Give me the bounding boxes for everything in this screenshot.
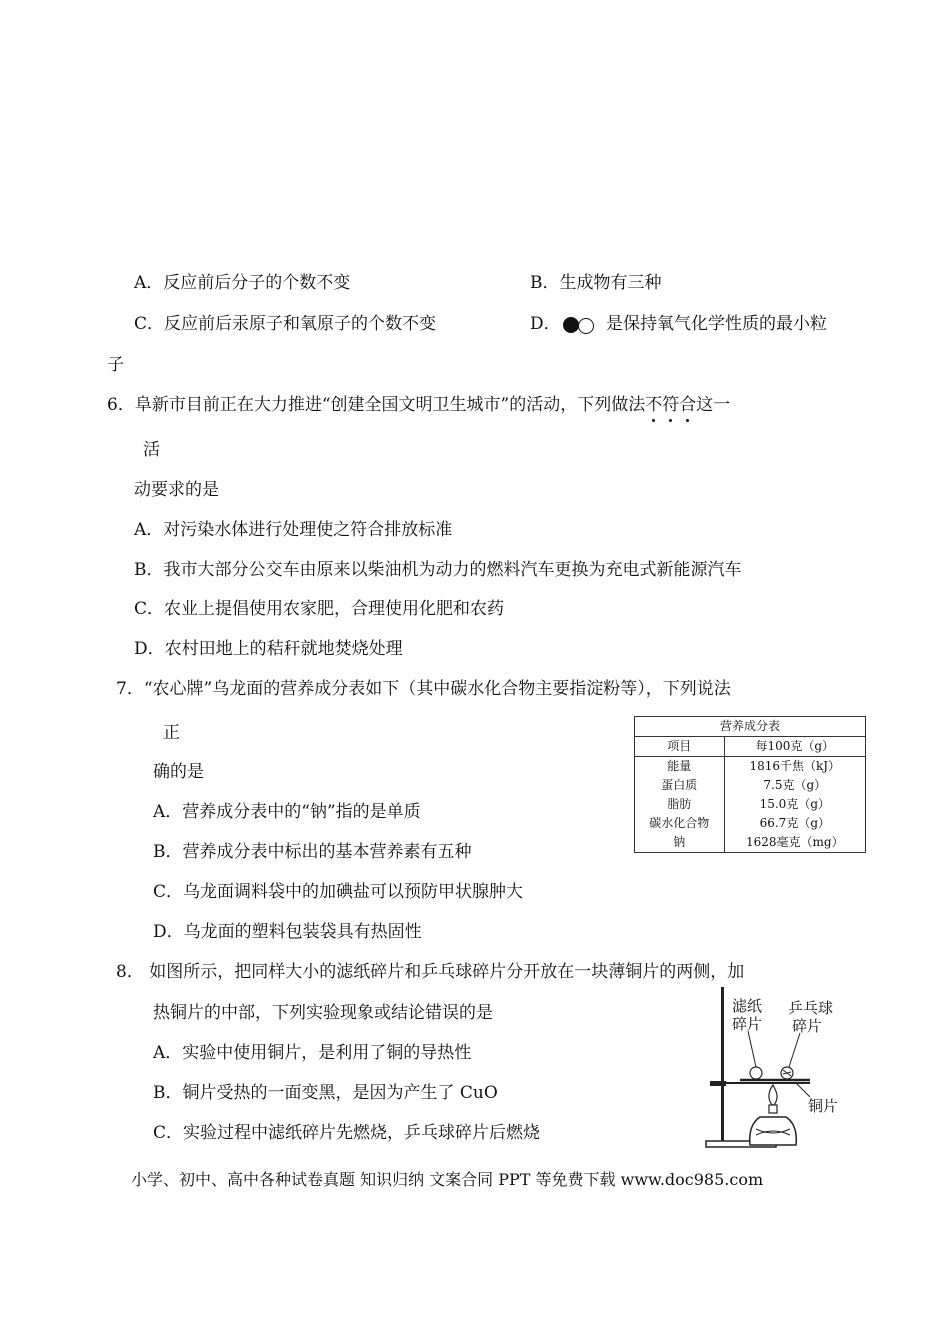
q7-stem-line3: 确的是: [153, 762, 204, 782]
q6-stem-a: 6．阜新市目前正在大力推进“创建全国文明卫生城市”的活动，下列做法: [107, 395, 646, 415]
nutrition-item: 钠: [635, 833, 725, 853]
filter-paper-piece: [750, 1067, 762, 1079]
q6-option-d: D．农村田地上的秸秆就地焚烧处理: [134, 639, 403, 659]
label-pingpong-1: 乒乓球: [788, 999, 834, 1017]
footer-text: 小学、初中、高中各种试卷真题 知识归纳 文案合同 PPT 等免费下载 www.doc985.com: [131, 1170, 764, 1189]
experiment-figure: [700, 985, 860, 1155]
nutrition-col-item: 项目: [635, 737, 725, 757]
q5-option-d: [530, 309, 827, 334]
nutrition-table-title: 营养成分表: [635, 717, 866, 737]
q6-option-a: A．对污染水体进行处理使之符合排放标准: [134, 520, 453, 540]
q6-option-c: C．农业上提倡使用农家肥，合理使用化肥和农药: [134, 599, 505, 619]
copper-pointer: [795, 1082, 810, 1097]
q5-option-d-wrap: 子: [107, 355, 124, 375]
pingpong-pointer: [789, 1033, 800, 1067]
label-copper: 铜片: [808, 1097, 839, 1115]
q5-option-d-prefix: D．: [530, 314, 561, 334]
filter-pointer: [748, 1031, 756, 1067]
q5-option-c: C．反应前后汞原子和氧原子的个数不变: [134, 314, 437, 334]
nutrition-item: 能量: [635, 757, 725, 777]
q6-stem-line2: 活: [143, 440, 160, 460]
nutrition-value: 1628毫克（mg）: [724, 833, 865, 853]
nutrition-value: 66.7克（g）: [724, 814, 865, 833]
q6-stem: [107, 390, 730, 415]
lamp-wick: [769, 1105, 777, 1113]
q5-option-d-text: 是保持氧气化学性质的最小粒: [600, 314, 828, 334]
nutrition-item: 脂肪: [635, 795, 725, 814]
q7-option-b: B．营养成分表中标出的基本营养素有五种: [153, 842, 472, 862]
q6-option-b: B．我市大部分公交车由原来以柴油机为动力的燃料汽车更换为充电式新能源汽车: [134, 560, 742, 580]
q7-stem: 7．“农心牌”乌龙面的营养成分表如下（其中碳水化合物主要指淀粉等），下列说法: [116, 679, 731, 699]
nutrition-value: 1816千焦（kJ）: [724, 757, 865, 777]
q6-emph-1: 不: [645, 390, 662, 415]
q7-option-c: C．乌龙面调料袋中的加碘盐可以预防甲状腺肿大: [153, 882, 524, 902]
q6-stem-b: 这一: [696, 395, 731, 415]
label-pingpong-2: 碎片: [792, 1017, 823, 1035]
q7-stem-line2: 正: [163, 723, 180, 743]
nutrition-item: 蛋白质: [635, 776, 725, 795]
q7-option-d: D．乌龙面的塑料包装袋具有热固性: [153, 922, 422, 942]
stand-rod: [721, 987, 724, 1141]
q6-emph-2: 符: [662, 390, 679, 415]
q6-stem-line3: 动要求的是: [134, 480, 219, 500]
stand-clamp: [710, 1081, 726, 1086]
q5-option-a: A．反应前后分子的个数不变: [134, 273, 351, 293]
q8-stem-line2: 热铜片的中部，下列实验现象或结论错误的是: [153, 1003, 493, 1023]
q8-option-c: C．实验过程中滤纸碎片先燃烧，乒乓球碎片后燃烧: [153, 1123, 541, 1143]
label-filter-paper-2: 碎片: [732, 1015, 763, 1033]
flame: [769, 1085, 777, 1105]
q8-option-a: A．实验中使用铜片，是利用了铜的导热性: [153, 1043, 472, 1063]
q8-stem: 8． 如图所示，把同样大小的滤纸碎片和乒乓球碎片分开放在一块薄铜片的两侧，加: [116, 962, 745, 982]
nutrition-value: 15.0克（g）: [724, 795, 865, 814]
nutrition-value: 7.5克（g）: [724, 776, 865, 795]
q7-option-a: A．营养成分表中的“钠”指的是单质: [153, 802, 421, 822]
label-filter-paper-1: 滤纸: [732, 997, 763, 1015]
q8-option-b: B．铜片受热的一面变黑，是因为产生了 CuO: [153, 1083, 498, 1103]
nutrition-col-value: 每100克（g）: [724, 737, 865, 757]
oxygen-molecule-icon: [563, 316, 599, 334]
q6-emph-3: 合: [679, 390, 696, 415]
nutrition-table: [634, 716, 866, 853]
nutrition-item: 碳水化合物: [635, 814, 725, 833]
q5-option-b: B．生成物有三种: [530, 273, 662, 293]
